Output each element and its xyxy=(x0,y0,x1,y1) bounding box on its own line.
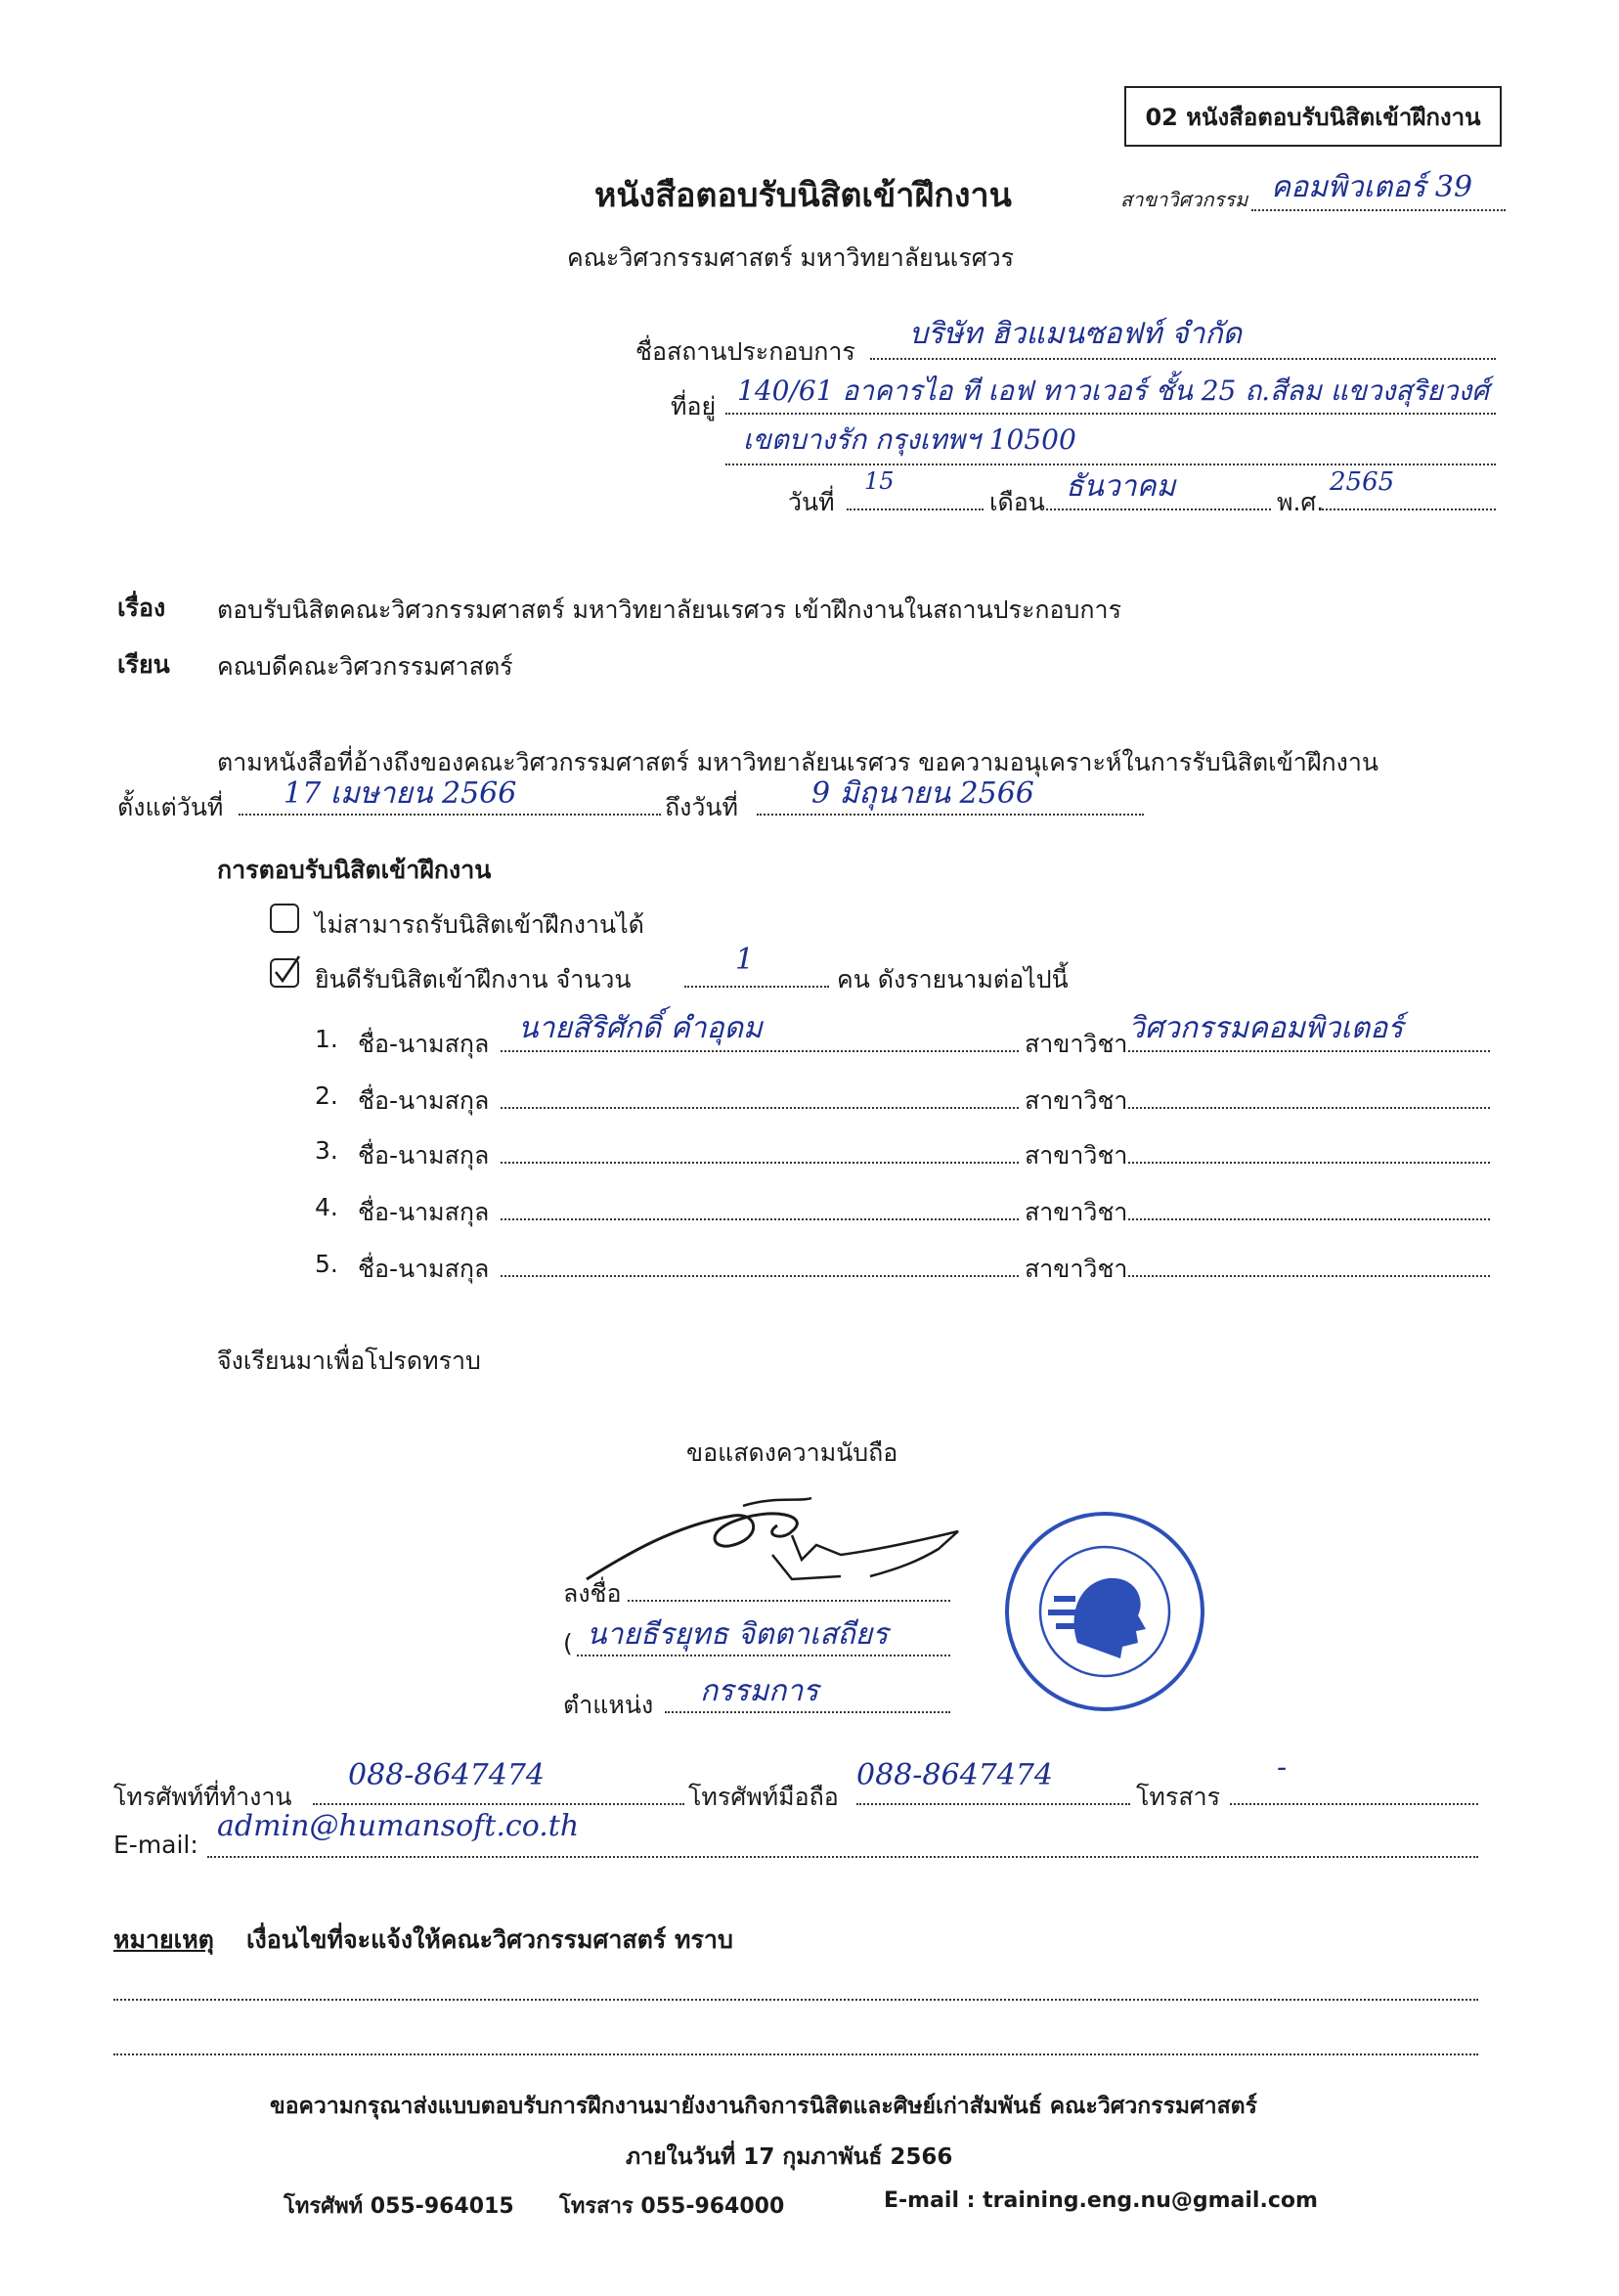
student-name: นายสิริศักดิ์ คำอุดม xyxy=(518,1011,763,1045)
subject-label: เรื่อง xyxy=(117,594,166,622)
address-line-1: 140/61 อาคารไอ ที เอฟ ทาวเวอร์ ชั้น 25 ถ.สีลม แขวงสุริยวงศ์ xyxy=(737,375,1489,407)
address-line-2: เขตบางรัก กรุงเทพฯ 10500 xyxy=(743,423,1076,456)
position-label: ตำแหน่ง xyxy=(563,1691,654,1719)
date-year: 2565 xyxy=(1330,467,1395,497)
form-code-box xyxy=(1124,86,1502,147)
org-label: ชื่อสถานประกอบการ xyxy=(635,337,855,366)
address-dotline-1 xyxy=(725,413,1496,415)
remark-dotline-2 xyxy=(113,2053,1478,2055)
email-value: admin@humansoft.co.th xyxy=(217,1809,580,1843)
office-phone-label: โทรศัพท์ที่ทำงาน xyxy=(113,1783,292,1811)
footer-phone: โทรศัพท์ 055-964015 xyxy=(284,2194,514,2219)
date-label: วันที่ xyxy=(788,488,835,516)
acceptance-heading: การตอบรับนิสิตเข้าฝึกงาน xyxy=(217,856,492,884)
student-number: 1. xyxy=(315,1025,338,1053)
address-label: ที่อยู่ xyxy=(671,392,717,420)
accept-checkbox[interactable] xyxy=(270,958,299,988)
student-name-dotline xyxy=(501,1162,1019,1164)
email-label: E-mail: xyxy=(113,1831,198,1859)
student-major-label: สาขาวิชา xyxy=(1025,1030,1128,1058)
until-date-label: ถึงวันที่ xyxy=(665,793,738,821)
from-date-value: 17 เมษายน 2566 xyxy=(284,776,517,811)
student-major-dotline xyxy=(1128,1275,1490,1277)
student-name-dotline xyxy=(501,1107,1019,1109)
date-year-dotline xyxy=(1322,508,1496,510)
accept-option-suffix: คน ดังรายนามต่อไปนี้ xyxy=(837,965,1069,993)
org-value: บริษัท ฮิวแมนซอฟท์ จำกัด xyxy=(909,317,1243,351)
mobile-value: 088-8647474 xyxy=(856,1758,1054,1792)
student-major-dotline xyxy=(1128,1218,1490,1220)
student-name-label: ชื่อ-นามสกุล xyxy=(358,1198,490,1226)
accept-option-label: ยินดีรับนิสิตเข้าฝึกงาน จำนวน xyxy=(315,965,632,993)
student-major-dotline xyxy=(1128,1162,1490,1164)
fax-dotline xyxy=(1230,1803,1478,1805)
sign-label: ลงชื่อ xyxy=(563,1579,622,1608)
branch-label: สาขาวิศวกรรม xyxy=(1120,188,1248,211)
company-stamp xyxy=(999,1506,1210,1717)
subject-text: ตอบรับนิสิตคณะวิศวกรรมศาสตร์ มหาวิทยาลัยนเรศวร เข้าฝึกงานในสถานประกอบการ xyxy=(217,596,1122,624)
remark-text: เงื่อนไขที่จะแจ้งให้คณะวิศวกรรมศาสตร์ ทราบ xyxy=(246,1925,733,1954)
remark-dotline-1 xyxy=(113,1999,1478,2001)
from-date-label: ตั้งแต่วันที่ xyxy=(117,793,224,821)
footer-email: E-mail : training.eng.nu@gmail.com xyxy=(884,2188,1318,2213)
remark-label: หมายเหตุ xyxy=(113,1925,214,1954)
student-number: 4. xyxy=(315,1193,338,1221)
mobile-label: โทรศัพท์มือถือ xyxy=(688,1783,839,1811)
student-major-label: สาขาวิชา xyxy=(1025,1141,1128,1170)
student-number: 2. xyxy=(315,1082,338,1110)
date-month: ธันวาคม xyxy=(1066,469,1176,504)
student-name-dotline xyxy=(501,1218,1019,1220)
company-stamp-image xyxy=(999,1506,1210,1717)
signer-open-paren: ( xyxy=(563,1629,573,1657)
student-name-label: ชื่อ-นามสกุล xyxy=(358,1141,490,1170)
to-text: คณบดีคณะวิศวกรรมศาสตร์ xyxy=(217,652,513,681)
student-number: 3. xyxy=(315,1136,338,1165)
check-mark-icon xyxy=(270,954,303,988)
closing-note: จึงเรียนมาเพื่อโปรดทราบ xyxy=(217,1347,481,1375)
org-dotline xyxy=(870,358,1496,360)
email-dotline xyxy=(207,1856,1478,1858)
student-major-label: สาขาวิชา xyxy=(1025,1198,1128,1226)
date-day: 15 xyxy=(864,467,895,495)
student-name-label: ชื่อ-นามสกุล xyxy=(358,1255,490,1283)
student-major-dotline xyxy=(1128,1107,1490,1109)
date-day-dotline xyxy=(847,508,984,510)
student-name-label: ชื่อ-นามสกุล xyxy=(358,1086,490,1115)
fax-value: - xyxy=(1277,1750,1288,1785)
body-paragraph: ตามหนังสือที่อ้างถึงของคณะวิศวกรรมศาสตร์ มหาวิทยาลัยนเรศวร ขอความอนุเคราะห์ในการรับนิสิตเข้าฝึกงาน xyxy=(217,748,1378,776)
student-major-label: สาขาวิชา xyxy=(1025,1255,1128,1283)
month-label: เดือน xyxy=(989,488,1045,516)
student-name-dotline xyxy=(501,1275,1019,1277)
footer-instruction: ขอความกรุณาส่งแบบตอบรับการฝึกงานมายังงานกิจการนิสิตและศิษย์เก่าสัมพันธ์ คณะวิศวกรรมศาสตร์ xyxy=(270,2094,1257,2119)
footer-deadline: ภายในวันที่ 17 กุมภาพันธ์ 2566 xyxy=(626,2144,953,2170)
accept-count-dotline xyxy=(684,986,829,988)
to-label: เรียน xyxy=(117,650,170,679)
form-code: 02 หนังสือตอบรับนิสิตเข้าฝึกงาน xyxy=(1145,103,1481,131)
signer-name: นายธีรยุทธ จิตตาเสถียร xyxy=(587,1617,889,1652)
until-date-value: 9 มิถุนายน 2566 xyxy=(811,776,1034,811)
office-phone-value: 088-8647474 xyxy=(348,1758,546,1792)
position-value: กรรมการ xyxy=(700,1674,819,1708)
faculty-name: คณะวิศวกรรมศาสตร์ มหาวิทยาลัยนเรศวร xyxy=(567,243,1015,272)
sign-dotline xyxy=(628,1600,950,1602)
reject-option-label: ไม่สามารถรับนิสิตเข้าฝึกงานได้ xyxy=(315,910,644,939)
page-title: หนังสือตอบรับนิสิตเข้าฝึกงาน xyxy=(594,176,1012,215)
branch-value: คอมพิวเตอร์ 39 xyxy=(1271,170,1473,204)
regards-text: ขอแสดงความนับถือ xyxy=(686,1438,898,1467)
mobile-dotline xyxy=(856,1803,1130,1805)
year-label: พ.ศ. xyxy=(1277,488,1325,516)
student-name-label: ชื่อ-นามสกุล xyxy=(358,1030,490,1058)
accept-count: 1 xyxy=(735,943,755,977)
office-phone-dotline xyxy=(313,1803,684,1805)
footer-fax: โทรสาร 055-964000 xyxy=(559,2194,785,2219)
student-major-label: สาขาวิชา xyxy=(1025,1086,1128,1115)
fax-label: โทรสาร xyxy=(1136,1783,1221,1811)
reject-checkbox[interactable] xyxy=(270,904,299,933)
student-major: วิศวกรรมคอมพิวเตอร์ xyxy=(1128,1011,1404,1045)
student-number: 5. xyxy=(315,1250,338,1278)
